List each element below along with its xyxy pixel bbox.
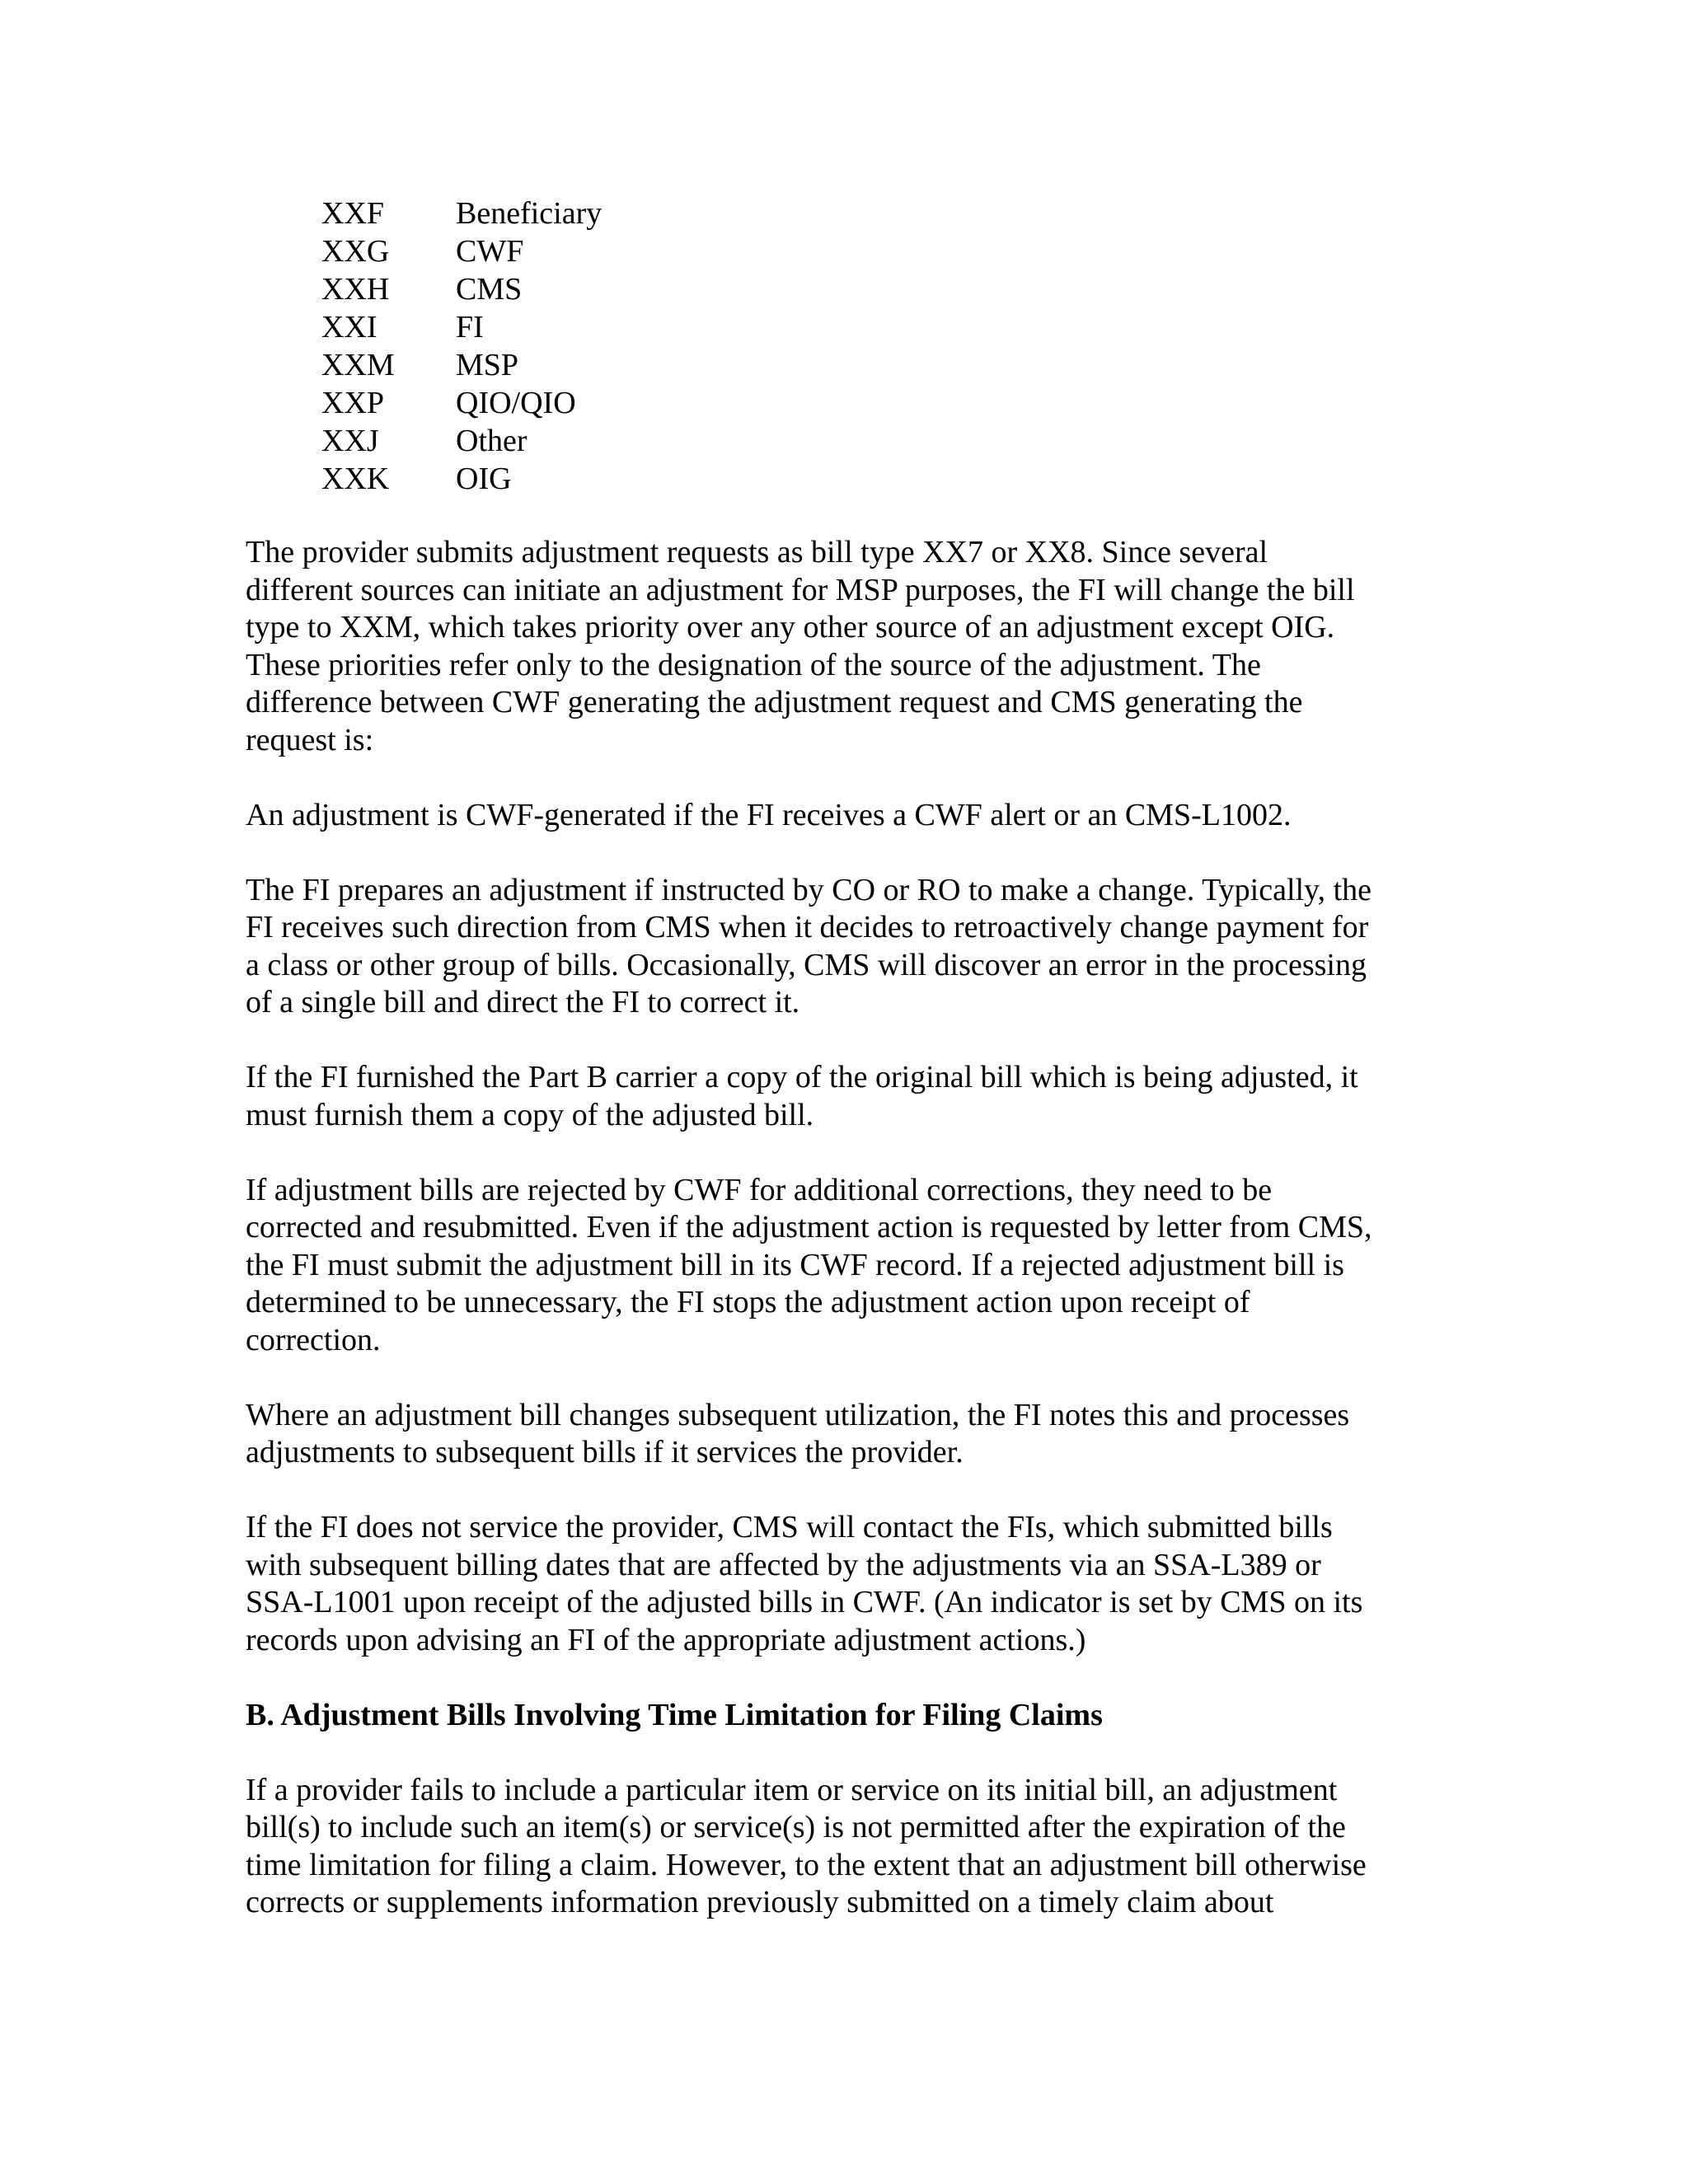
code-row bbox=[321, 308, 981, 346]
code-label: CMS bbox=[456, 272, 523, 307]
document-body bbox=[246, 534, 1449, 1959]
paragraph-fi-prepares: The FI prepares an adjustment if instructed by CO or RO to make a change. Typically, the FI receives such direction from CMS when it decides to retroactively change payment for a class or other group of bills. Occasionally, CMS will discover an error in the processing of a single bill and direct the FI to correct it. bbox=[246, 872, 1372, 1019]
code-label: CWF bbox=[456, 234, 524, 269]
code-value: XXM bbox=[321, 348, 395, 382]
code-value: XXK bbox=[321, 462, 390, 496]
code-row bbox=[321, 232, 981, 270]
code-label: OIG bbox=[456, 462, 512, 496]
paragraph-cwf-generated: An adjustment is CWF-generated if the FI receives a CWF alert or an CMS-L1002. bbox=[246, 797, 1292, 832]
code-value: XXG bbox=[321, 234, 390, 269]
paragraph-fi-not-servicing: If the FI does not service the provider, CMS will contact the FIs, which submitted bills with subsequent billing dates that are affected by the adjustments via an SSA-L389 or SSA-L1001 upon receipt of the adjusted bills in CWF. (An indicator is set by CMS on its records upon advising an FI of the appropriate adjustment actions.) bbox=[246, 1510, 1363, 1657]
paragraph-adjustment-requests: The provider submits adjustment requests as bill type XX7 or XX8. Since several different sources can initiate an adjustment for MSP purposes, the FI will change the bill type to XXM, which takes priority over any other source of an adjustment except OIG. These priorities refer only to the designation of the source of the adjustment. The difference between CWF generating the adjustment request and CMS generating the request is: bbox=[246, 535, 1355, 757]
code-label: FI bbox=[456, 310, 484, 344]
bill-type-code-list bbox=[321, 194, 981, 498]
code-row bbox=[321, 346, 981, 384]
code-value: XXP bbox=[321, 386, 385, 420]
code-value: XXH bbox=[321, 272, 390, 307]
code-row bbox=[321, 270, 981, 308]
code-row bbox=[321, 194, 981, 232]
code-row bbox=[321, 422, 981, 460]
code-row bbox=[321, 460, 981, 498]
code-value: XXF bbox=[321, 196, 385, 231]
code-label: MSP bbox=[456, 348, 519, 382]
code-value: XXJ bbox=[321, 424, 379, 458]
paragraph-time-limitation: If a provider fails to include a particular item or service on its initial bill, an adjustment bill(s) to include such an item(s) or service(s) is not permitted after the expiration of the time limitation for filing a claim. However, to the extent that an adjustment bill otherwise corrects or supplements information previously submitted on a timely claim about bbox=[246, 1772, 1367, 1919]
paragraph-subsequent-utilization: Where an adjustment bill changes subsequent utilization, the FI notes this and processes adjustments to subsequent bills if it services the provider. bbox=[246, 1397, 1350, 1469]
paragraph-rejected-bills: If adjustment bills are rejected by CWF for additional corrections, they need to be corrected and resubmitted. Even if the adjustment action is requested by letter from CMS, the FI must submit the adjustment bill in its CWF record. If a rejected adjustment bill is determined to be unnecessary, the FI stops the adjustment action upon receipt of correction. bbox=[246, 1172, 1372, 1357]
code-label: Beneficiary bbox=[456, 196, 603, 231]
section-heading: B. Adjustment Bills Involving Time Limitation for Filing Claims bbox=[246, 1697, 1103, 1732]
code-label: Other bbox=[456, 424, 528, 458]
paragraph-part-b-carrier: If the FI furnished the Part B carrier a copy of the original bill which is being adjusted, it must furnish them a copy of the adjusted bill. bbox=[246, 1060, 1358, 1132]
code-value: XXI bbox=[321, 310, 377, 344]
code-row bbox=[321, 384, 981, 422]
code-label: QIO/QIO bbox=[456, 386, 576, 420]
